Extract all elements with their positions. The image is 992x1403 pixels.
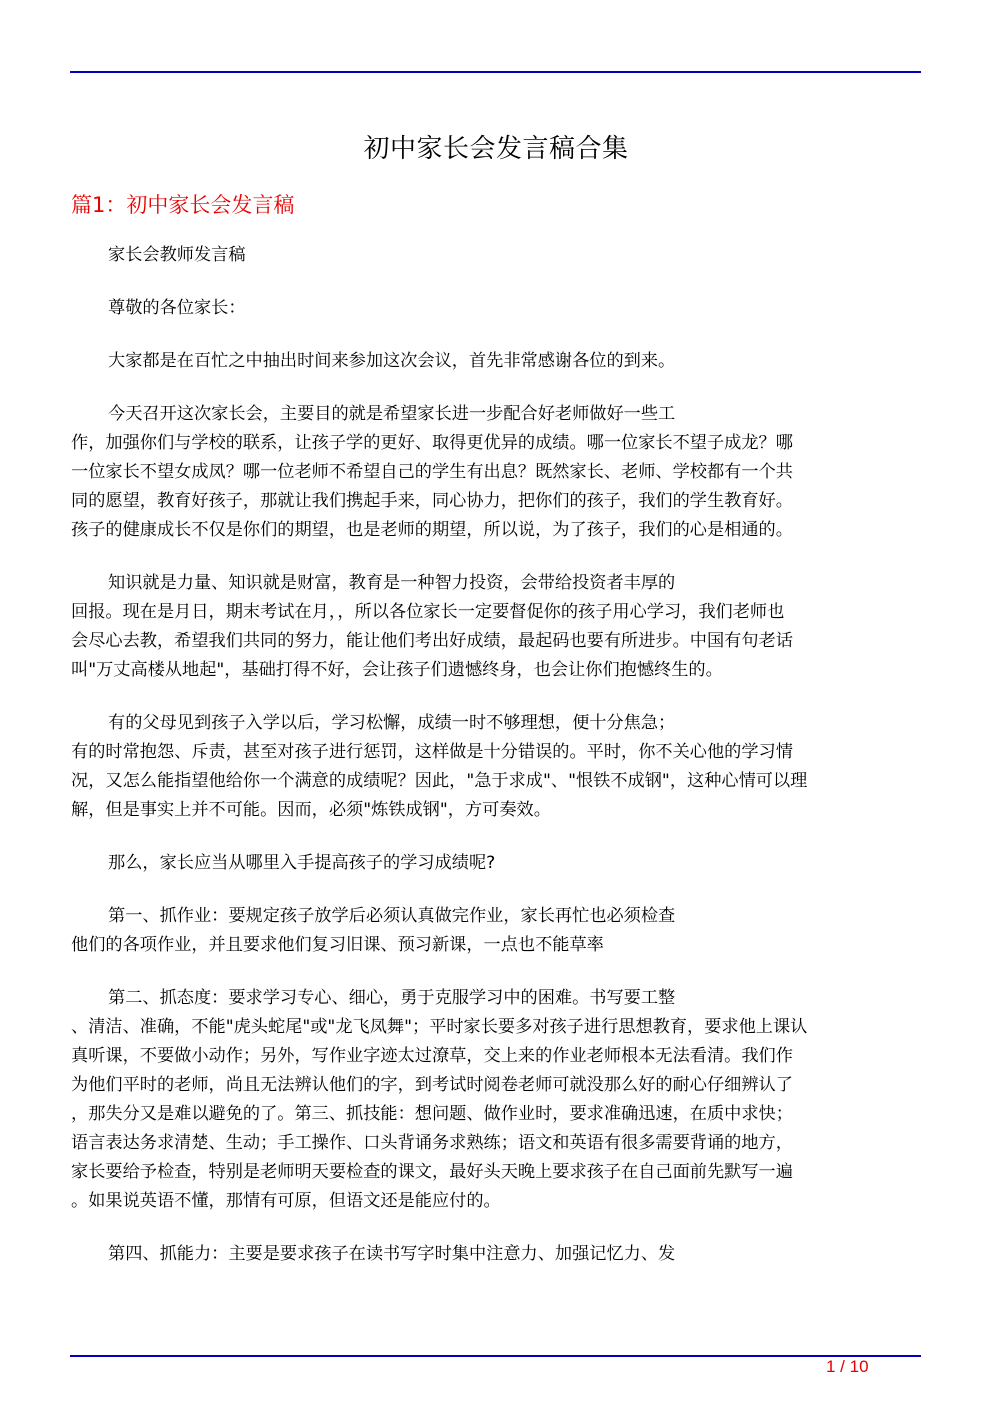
paragraph-line: 尊敬的各位家长： [108, 298, 246, 318]
paragraph-line: 为他们平时的老师，尚且无法辨认他们的字，到考试时阅卷老师可就没那么好的耐心仔细辨认了 [71, 1075, 793, 1095]
paragraph [71, 1240, 931, 1269]
paragraph-line: 家长要给予检查，特别是老师明天要检查的课文，最好头天晚上要求孩子在自己面前先默写一遍 [71, 1162, 793, 1182]
paragraph [71, 241, 931, 270]
paragraph-line: 、清洁、准确，不能"虎头蛇尾"或"龙飞凤舞"；平时家长要多对孩子进行思想教育，要求他上课认 [71, 1017, 808, 1037]
paragraph-line: ，那失分又是难以避免的了。第三、抓技能：想问题、做作业时，要求准确迅速，在质中求快； [71, 1104, 793, 1124]
page-number: 1 / 10 [826, 1357, 869, 1376]
paragraph-line: 一位家长不望女成凤？哪一位老师不希望自己的学生有出息？既然家长、老师、学校都有一个共 [71, 462, 793, 482]
document-title: 初中家长会发言稿合集 [363, 134, 629, 164]
paragraph-line: 第一、抓作业：要规定孩子放学后必须认真做完作业，家长再忙也必须检查 [108, 906, 676, 926]
paragraph-line: 况，又怎么能指望他给你一个满意的成绩呢？因此，"急于求成"、"恨铁不成钢"，这种心情可以理 [71, 771, 808, 791]
paragraph [71, 569, 931, 685]
header-rule [70, 71, 921, 73]
paragraph [71, 709, 931, 825]
document-body [71, 241, 931, 1293]
paragraph-line: 他们的各项作业，并且要求他们复习旧课、预习新课，一点也不能草率 [71, 935, 604, 955]
paragraph-line: 回报。现在是月日，期末考试在月，，所以各位家长一定要督促你的孩子用心学习，我们老师也 [71, 602, 785, 622]
paragraph-line: 会尽心去教，希望我们共同的努力，能让他们考出好成绩，最起码也要有所进步。中国有句老话 [71, 631, 793, 651]
paragraph-line: 今天召开这次家长会，主要目的就是希望家长进一步配合好老师做好一些工 [108, 404, 676, 424]
paragraph-line: 解，但是事实上并不可能。因而，必须"炼铁成钢"，方可奏效。 [71, 800, 551, 820]
footer-rule [70, 1355, 921, 1357]
paragraph-line: 作，加强你们与学校的联系，让孩子学的更好、取得更优异的成绩。哪一位家长不望子成龙？哪 [71, 433, 793, 453]
paragraph-line: 叫"万丈高楼从地起"，基础打得不好，会让孩子们遗憾终身，也会让你们抱憾终生的。 [71, 660, 723, 680]
paragraph [71, 849, 931, 878]
paragraph [71, 902, 931, 960]
paragraph [71, 400, 931, 545]
section-heading: 篇1：初中家长会发言稿 [71, 193, 295, 217]
paragraph-line: 知识就是力量、知识就是财富，教育是一种智力投资，会带给投资者丰厚的 [108, 573, 676, 593]
paragraph-line: 有的时常抱怨、斥责，甚至对孩子进行惩罚，这样做是十分错误的。平时，你不关心他的学习情 [71, 742, 793, 762]
paragraph-line: 孩子的健康成长不仅是你们的期望，也是老师的期望，所以说，为了孩子，我们的心是相通的。 [71, 520, 793, 540]
paragraph-line: 同的愿望，教育好孩子，那就让我们携起手来，同心协力，把你们的孩子，我们的学生教育好。 [71, 491, 793, 511]
paragraph [71, 984, 931, 1216]
paragraph-line: 第四、抓能力：主要是要求孩子在读书写字时集中注意力、加强记忆力、发 [108, 1244, 676, 1264]
paragraph [71, 294, 931, 323]
paragraph-line: 。如果说英语不懂，那情有可原，但语文还是能应付的。 [71, 1191, 501, 1211]
paragraph-line: 真听课，不要做小动作；另外，写作业字迹太过潦草，交上来的作业老师根本无法看清。我们作 [71, 1046, 793, 1066]
paragraph [71, 347, 931, 376]
paragraph-line: 那么，家长应当从哪里入手提高孩子的学习成绩呢? [108, 853, 496, 873]
paragraph-line: 第二、抓态度：要求学习专心、细心，勇于克服学习中的困难。书写要工整 [108, 988, 676, 1008]
paragraph-line: 有的父母见到孩子入学以后，学习松懈，成绩一时不够理想，便十分焦急； [108, 713, 676, 733]
paragraph-line: 大家都是在百忙之中抽出时间来参加这次会议，首先非常感谢各位的到来。 [108, 351, 676, 371]
paragraph-line: 语言表达务求清楚、生动；手工操作、口头背诵务求熟练；语文和英语有很多需要背诵的地方， [71, 1133, 793, 1153]
paragraph-line: 家长会教师发言稿 [108, 245, 246, 265]
